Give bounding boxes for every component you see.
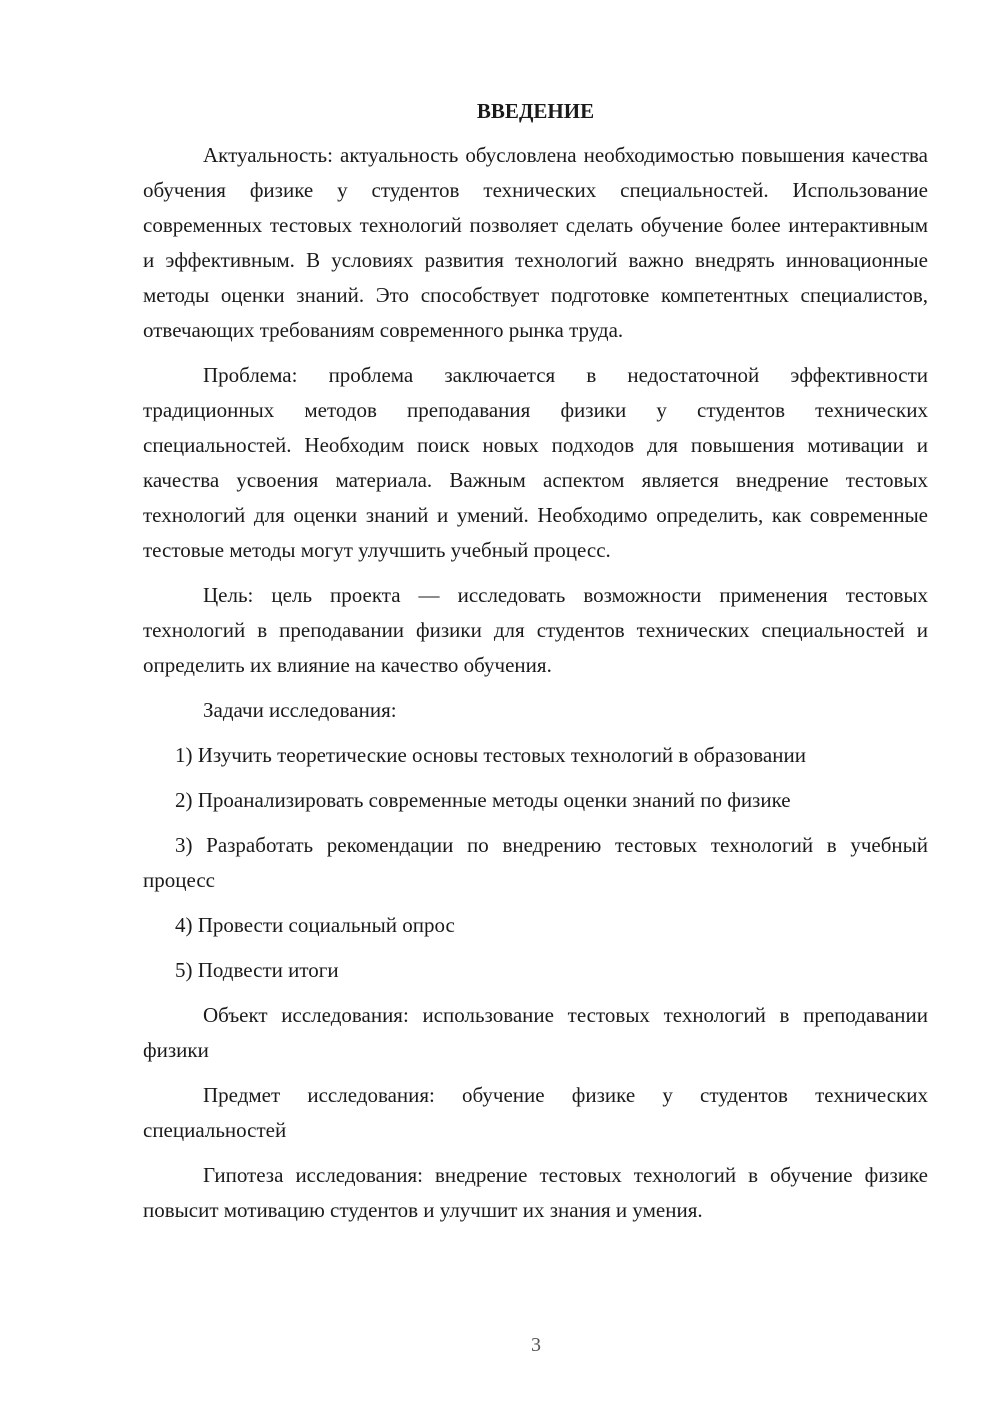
tasks-heading: Задачи исследования: — [203, 698, 397, 722]
page-number: 3 — [531, 1334, 541, 1356]
paragraph-relevance: Актуальность: актуальность обусловлена необходимостью повышения качества обучения физике у студентов технических специальностей. Использование современных тестовых технологий позволяет сделать обучение более интерактивным и эффективным. В условиях развития технологий важно внедрять инновационные методы оценки знаний. Это способствует подготовке компетентных специалистов, отвечающих требованиям современного рынка труда. — [143, 143, 928, 342]
task-item-1: 1) Изучить теоретические основы тестовых технологий в образовании — [175, 743, 806, 767]
paragraph-goal: Цель: цель проекта — исследовать возможности применения тестовых технологий в преподавании физики для студентов технических специальностей и определить их влияние на качество обучения. — [143, 583, 928, 677]
task-item-5: 5) Подвести итоги — [175, 958, 339, 982]
task-item-3: 3) Разработать рекомендации по внедрению тестовых технологий в учебный процесс — [143, 833, 928, 892]
paragraph-hypothesis: Гипотеза исследования: внедрение тестовых технологий в обучение физике повысит мотивацию студентов и улучшит их знания и умения. — [143, 1163, 928, 1222]
page-title: ВВЕДЕНИЕ — [476, 99, 595, 123]
task-item-2: 2) Проанализировать современные методы оценки знаний по физике — [175, 788, 791, 812]
task-item-4: 4) Провести социальный опрос — [175, 913, 455, 937]
paragraph-subject: Предмет исследования: обучение физике у студентов технических специальностей — [143, 1083, 928, 1142]
document-page — [143, 96, 928, 1238]
paragraph-object: Объект исследования: использование тестовых технологий в преподавании физики — [143, 1003, 928, 1062]
paragraph-problem: Проблема: проблема заключается в недостаточной эффективности традиционных методов преподавания физики у студентов технических специальностей. Необходим поиск новых подходов для повышения мотивации и качества усвоения материала. Важным аспектом является внедрение тестовых технологий для оценки знаний и умений. Необходимо определить, как современные тестовые методы могут улучшить учебный процесс. — [143, 363, 928, 562]
